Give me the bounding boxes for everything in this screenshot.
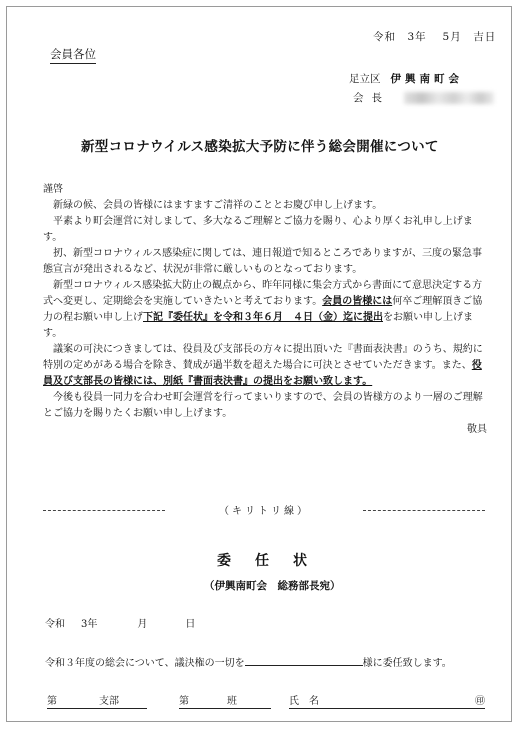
addressee: 会員各位	[50, 46, 96, 64]
cut-line-label: （キリトリ線）	[219, 506, 310, 517]
sender-line	[349, 71, 463, 86]
sender-ward: 足立区	[349, 73, 381, 85]
group-field[interactable]: 第 班	[179, 692, 271, 709]
letter-body	[43, 182, 491, 438]
proxy-name-field[interactable]	[245, 655, 363, 666]
members-emphasis: 会員の皆様には	[322, 296, 393, 307]
sender-org: 伊興南町会	[390, 73, 463, 85]
paragraph-thanks: 平素より町会運営に対しまして、多大なるご理解とご協力を賜り、心より厚くお礼申し上げます。	[43, 216, 473, 243]
document-page	[6, 6, 512, 722]
proxy-subtitle: （伊興南町会 総務部長宛）	[204, 580, 341, 592]
president-label: 会長	[353, 92, 390, 104]
paragraph-greeting: 新緑の候、会員の皆様にはますますご清祥のこととお慶び申し上げます。	[53, 200, 383, 211]
paragraph-meeting: 新型コロナウィルス感染拡大防止の観点から、昨年同様に集会方式から書面にて意思決定する方式へ変更し、定期総会を実施していきたいと考えております。会員の皆様には何卒ご理解頂きご協力の程お願い申し上げ下記『委任状』を令和３年６月 ４日（金）迄に提出をお願い申し上げます。	[43, 280, 483, 339]
president-line	[353, 90, 494, 105]
officers-emphasis: 役員及び支部長の皆様には、別紙『書面表決書』の提出をお願い致します。	[43, 360, 482, 387]
paragraph-closing: 今後も役員一同力を合わせ町会運営を行ってまいりますので、会員の皆様方のより一層のご理解とご協力を賜りたくお願い申し上げます。	[43, 392, 483, 419]
seal-mark: ㊞	[475, 696, 485, 707]
opening-salutation: 謹啓	[43, 184, 63, 195]
deadline-emphasis: 下記『委任状』を令和３年６月 ４日（金）迄に提出	[143, 312, 383, 323]
cut-dash-right	[363, 510, 485, 511]
paragraph-resolution: 議案の可決につきましては、役員及び支部長の方々に提出頂いた『書面表決書』のうち、規約に特別の定めがある場合を除き、賛成が過半数を超えた場合に可決とさせていただきます。また、役員及び支部長の皆様には、別紙『書面表決書』の提出をお願い致します。	[43, 344, 483, 387]
closing-salutation: 敬具	[467, 424, 487, 435]
redacted-name	[404, 92, 494, 104]
cut-dash-left	[43, 510, 165, 511]
branch-field[interactable]: 第 支部	[47, 692, 147, 709]
name-field[interactable]: 氏 名 ㊞	[289, 692, 485, 709]
proxy-date-line: 令和 3年 月 日	[45, 619, 196, 630]
issue-date: 令和 3年 5月 吉日	[373, 31, 497, 43]
proxy-title: 委任状	[217, 553, 331, 569]
delegation-line: 令和３年度の総会について、議決権の一切を 様に委任致します。	[45, 654, 452, 669]
paragraph-covid: 扨、新型コロナウィルス感染症に関しては、連日報道で知るところでありますが、三度の緊急事態宣言が発出されるなど、状況が非常に厳しいものとなっております。	[43, 248, 482, 275]
document-title: 新型コロナウイルス感染拡大予防に伴う総会開催について	[81, 139, 439, 155]
